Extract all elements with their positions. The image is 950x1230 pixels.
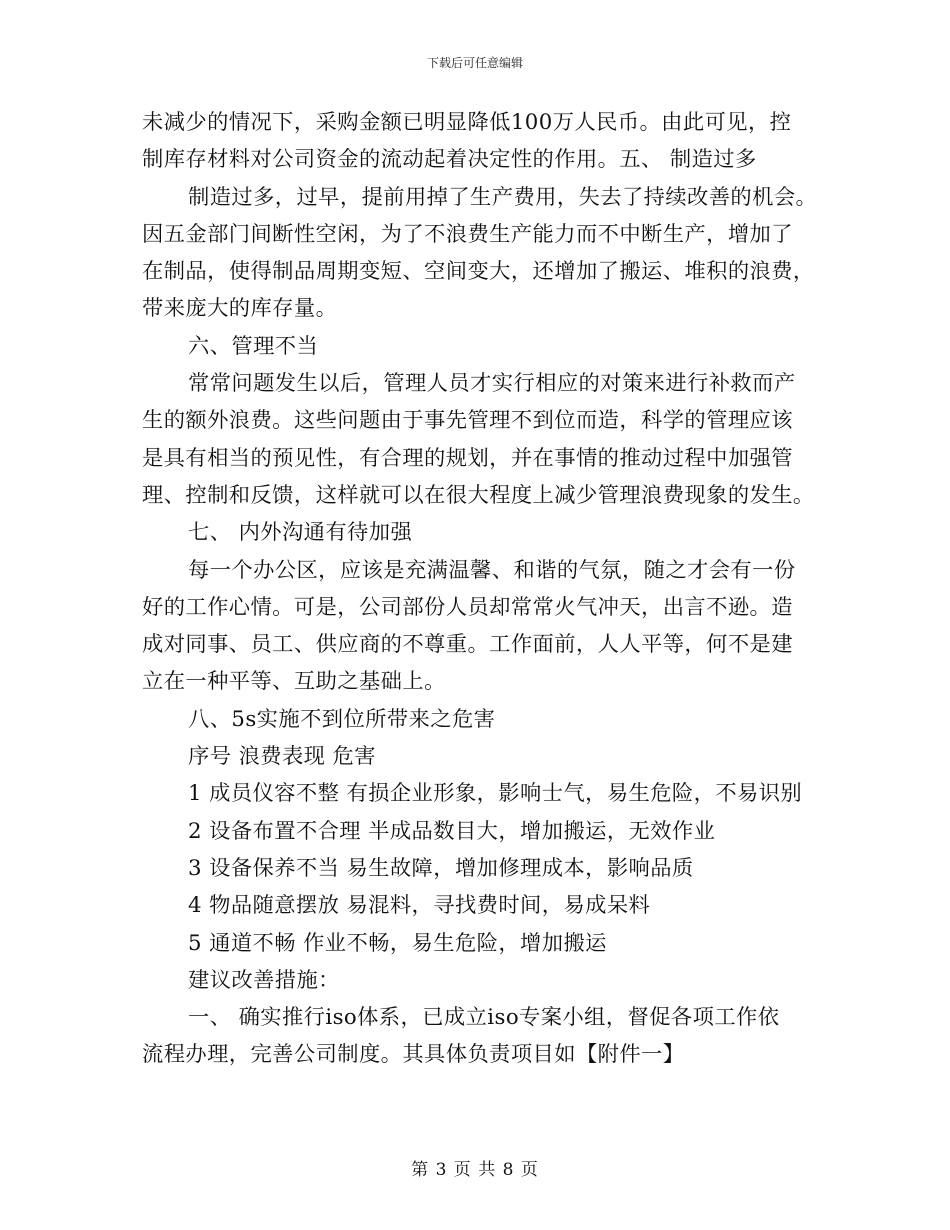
text-line: 立在一种平等、互助之基础上。 — [142, 669, 446, 695]
table-header-line: 序号 浪费表现 危害 — [188, 744, 376, 770]
text-line: 流程办理，完善公司制度。其具体负责项目如【附件一】 — [142, 1042, 685, 1068]
text-line: 在制品，使得制品周期变短、空间变大，还增加了搬运、堆积的浪费， — [142, 259, 815, 285]
text-line: 是具有相当的预见性，有合理的规划，并在事情的推动过程中加强管 — [142, 445, 793, 471]
table-row-line: 4 物品随意摆放 易混料，寻找费时间，易成呆料 — [188, 893, 651, 919]
table-row-line: 3 设备保养不当 易生故障，增加修理成本，影响品质 — [188, 855, 694, 881]
section-heading: 八、5s实施不到位所带来之危害 — [188, 706, 496, 732]
section-heading: 七、 内外沟通有待加强 — [188, 520, 413, 546]
text-line: 理、控制和反馈，这样就可以在很大程度上减少管理浪费现象的发生。 — [142, 482, 815, 508]
text-line: 成对同事、员工、供应商的不尊重。工作面前，人人平等，何不是建 — [142, 632, 793, 658]
text-line: 制造过多，过早，提前用掉了生产费用，失去了持续改善的机会。 — [188, 184, 818, 210]
table-row-line: 5 通道不畅 作业不畅，易生危险，增加搬运 — [188, 930, 607, 956]
page-header: 下载后可任意编辑 — [426, 56, 523, 70]
document-body — [142, 104, 818, 1074]
text-line: 带来庞大的库存量。 — [142, 296, 338, 322]
text-line: 未减少的情况下，采购金额已明显降低100万人民币。由此可见，控 — [142, 110, 792, 135]
text-line: 制库存材料对公司资金的流动起着决定性的作用。五、 制造过多 — [142, 147, 757, 173]
text-line: 一、 确实推行iso体系，已成立iso专案小组，督促各项工作依 — [188, 1005, 780, 1031]
text-line: 好的工作心情。可是，公司部份人员却常常火气冲天，出言不逊。造 — [142, 594, 793, 620]
section-heading: 建议改善措施： — [188, 967, 340, 993]
page-number-footer: 第 3 页 共 8 页 — [411, 1160, 539, 1180]
table-row-line: 2 设备布置不合理 半成品数目大，增加搬运，无效作业 — [188, 818, 716, 844]
table-row-line: 1 成员仪容不整 有损企业形象，影响士气，易生危险，不易识别 — [188, 781, 803, 807]
text-line: 生的额外浪费。这些问题由于事先管理不到位而造，科学的管理应该 — [142, 408, 793, 434]
section-heading: 六、管理不当 — [188, 333, 319, 359]
text-line: 每一个办公区，应该是充满温馨、和谐的气氛，随之才会有一份 — [188, 557, 796, 583]
text-line: 常常问题发生以后，管理人员才实行相应的对策来进行补救而产 — [188, 371, 796, 397]
text-line: 因五金部门间断性空闲，为了不浪费生产能力而不中断生产，增加了 — [142, 221, 793, 247]
